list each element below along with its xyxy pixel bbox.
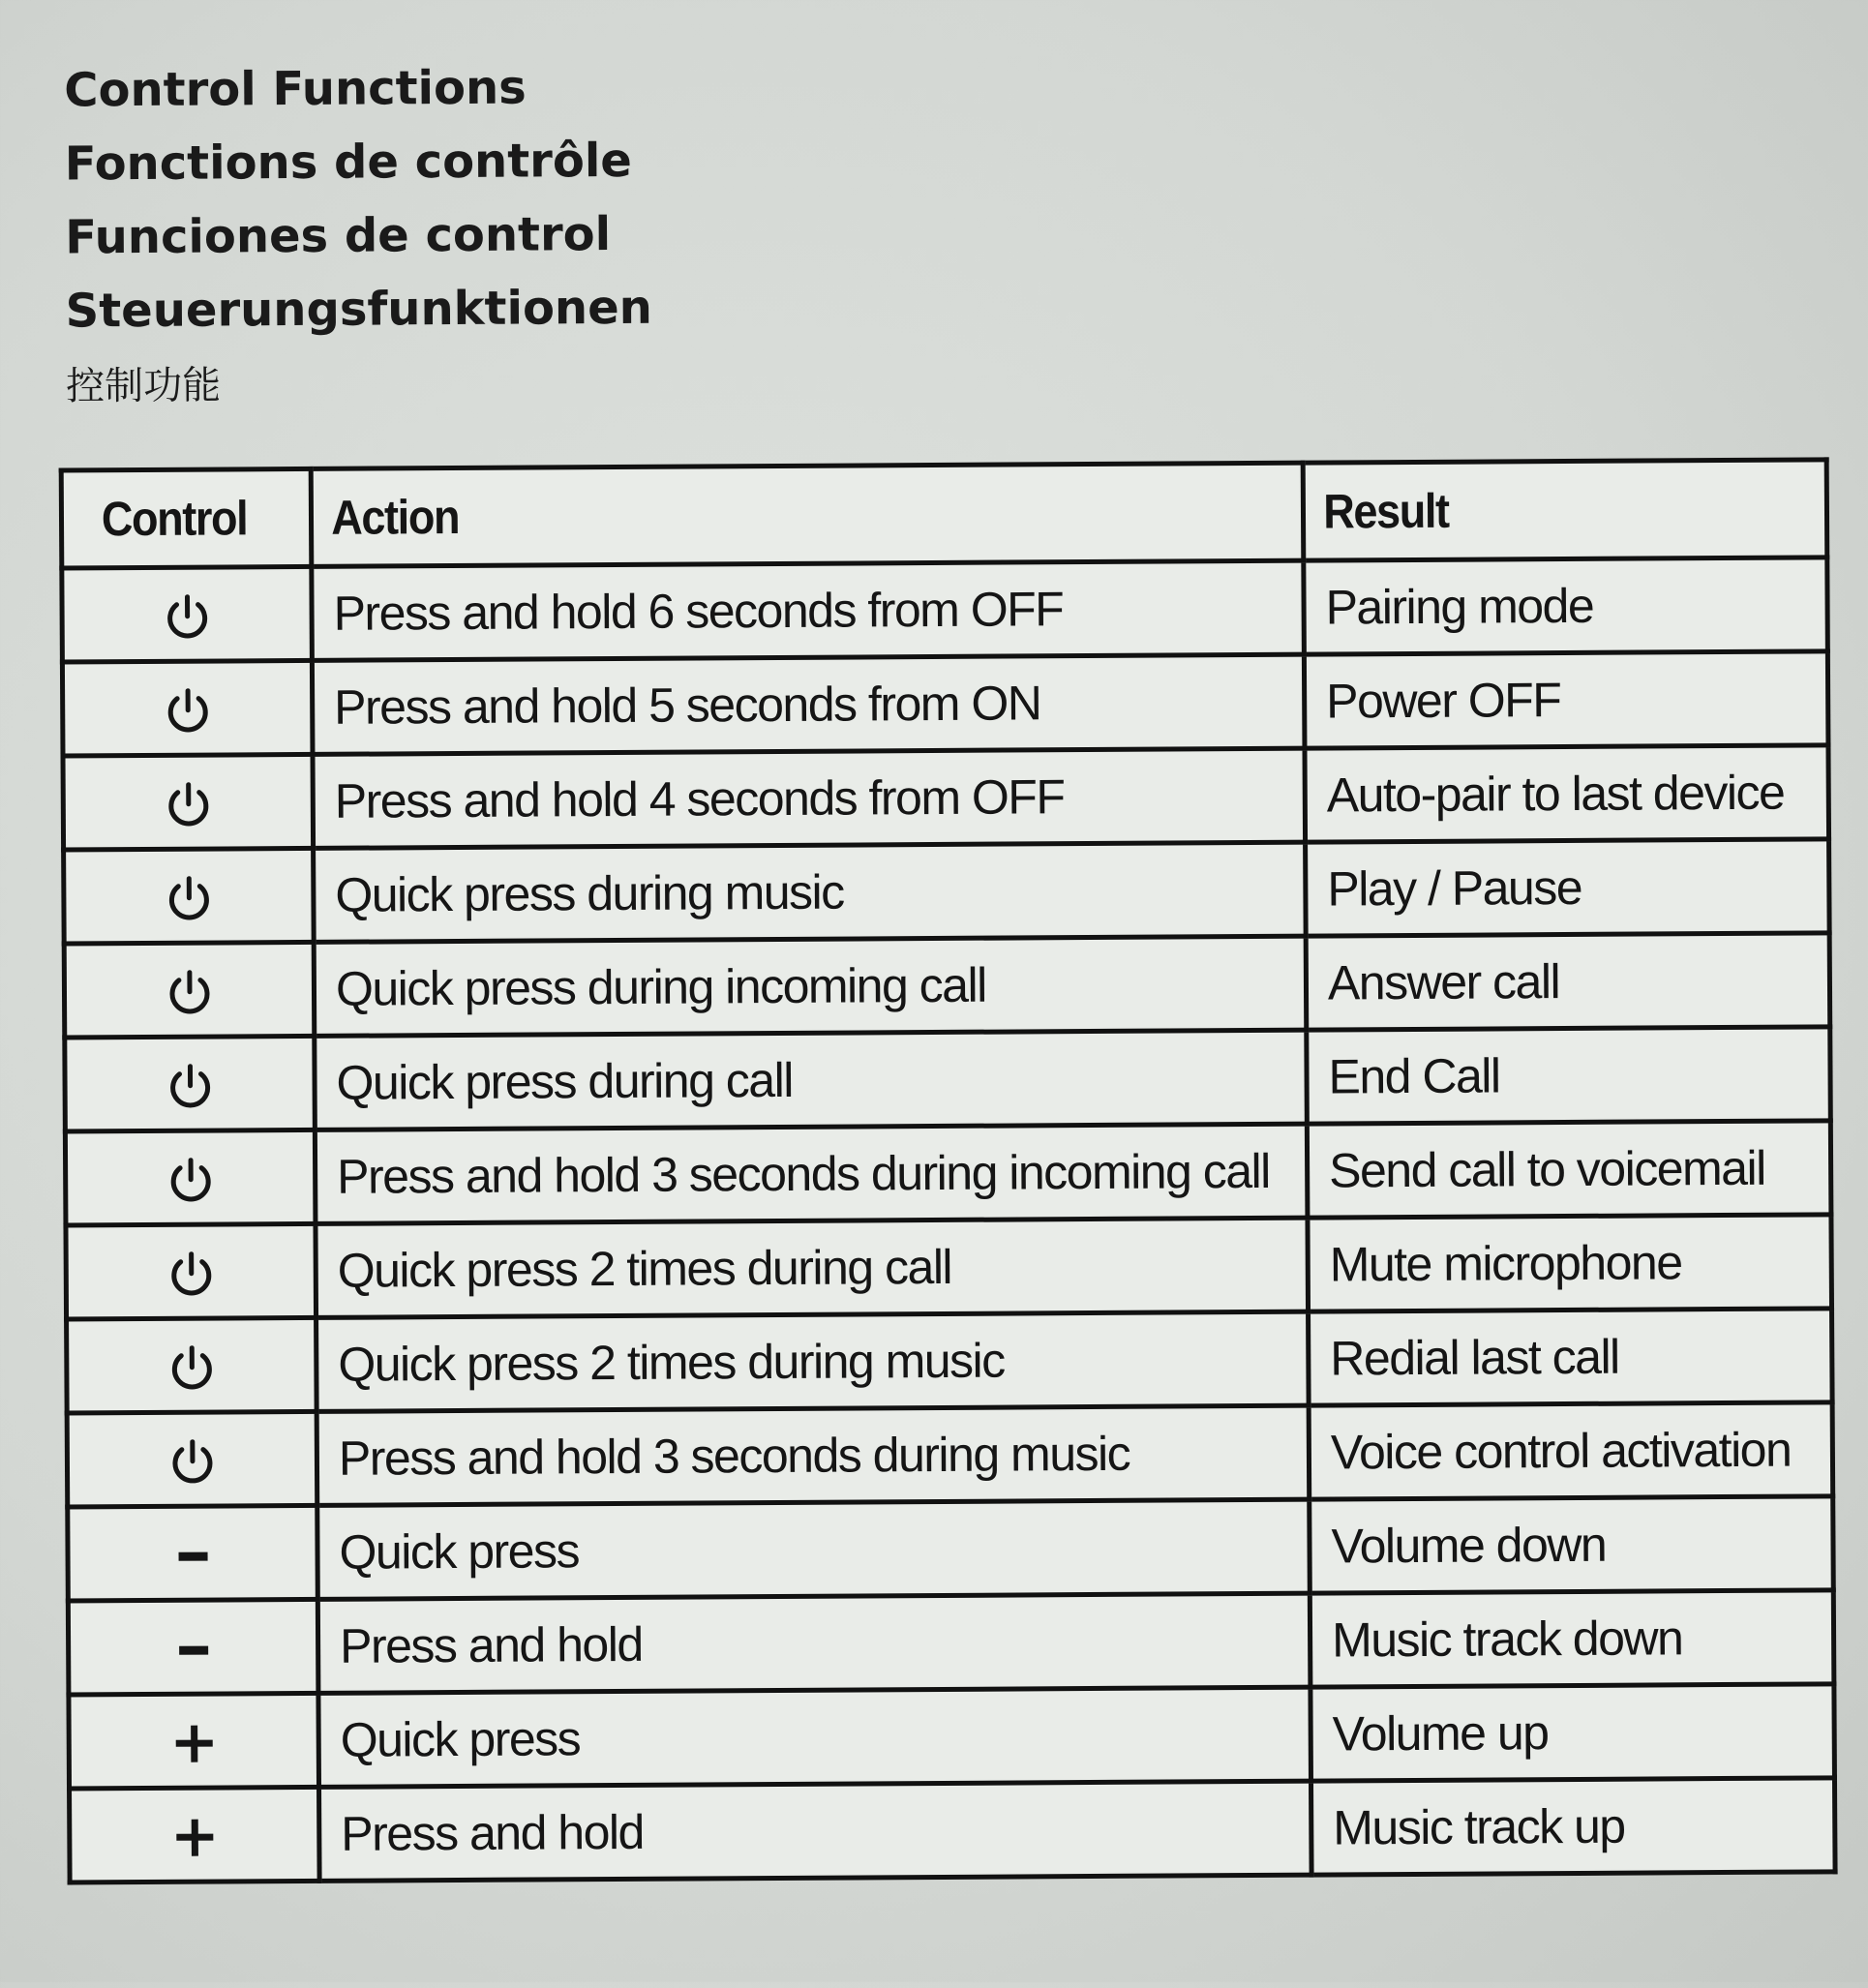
control-cell <box>66 1223 316 1319</box>
table-header-row <box>61 460 1827 568</box>
table-row <box>65 1027 1831 1131</box>
table-row <box>63 745 1829 850</box>
action-cell: Press and hold 4 seconds from OFF <box>313 748 1306 848</box>
action-cell: Quick press <box>317 1499 1311 1599</box>
result-cell: Volume up <box>1311 1684 1835 1781</box>
control-cell <box>68 1505 318 1601</box>
table-row <box>70 1778 1836 1883</box>
result-cell: Play / Pause <box>1306 839 1830 936</box>
action-cell: Quick press 2 times during music <box>316 1311 1310 1411</box>
result-cell: Mute microphone <box>1308 1215 1832 1311</box>
column-header-control: Control <box>61 469 286 568</box>
control-cell <box>63 754 314 850</box>
power-icon <box>166 1435 218 1488</box>
table-row <box>62 651 1828 756</box>
power-icon <box>165 1154 217 1206</box>
control-cell <box>62 660 313 756</box>
result-cell: End Call <box>1307 1027 1831 1124</box>
result-cell: Power OFF <box>1304 651 1828 748</box>
heading-chinese: 控制功能 <box>66 345 653 426</box>
result-cell: Send call to voicemail <box>1307 1121 1831 1218</box>
table-row <box>65 1121 1831 1225</box>
heading-french: Fonctions de contrôle <box>65 124 652 201</box>
table-row <box>69 1684 1835 1789</box>
result-cell: Answer call <box>1306 933 1830 1030</box>
minus-icon <box>166 1623 219 1675</box>
power-icon <box>161 590 213 643</box>
table-row <box>62 557 1828 662</box>
plus-icon <box>168 1811 221 1863</box>
table-row <box>68 1496 1834 1601</box>
control-functions-table <box>59 457 1838 1884</box>
table-row <box>64 839 1830 944</box>
action-cell: Quick press during incoming call <box>314 936 1307 1036</box>
action-cell: Quick press 2 times during call <box>316 1218 1309 1317</box>
result-cell: Music track up <box>1311 1778 1835 1875</box>
control-cell <box>65 1036 316 1131</box>
table-row <box>64 933 1830 1038</box>
power-icon <box>163 966 215 1018</box>
result-cell: Auto-pair to last device <box>1305 745 1829 842</box>
control-cell <box>70 1787 320 1883</box>
result-cell: Music track down <box>1310 1590 1834 1687</box>
control-cell <box>69 1693 319 1789</box>
control-cell <box>67 1317 317 1413</box>
action-cell: Press and hold 3 seconds during music <box>316 1405 1310 1505</box>
column-header-action: Action <box>311 464 1204 567</box>
power-icon <box>162 684 214 737</box>
action-cell: Press and hold <box>317 1593 1311 1693</box>
heading-spanish: Funciones de control <box>65 197 652 275</box>
control-cell <box>67 1411 317 1507</box>
table-row <box>67 1309 1833 1413</box>
table-row <box>67 1402 1833 1507</box>
power-icon <box>163 872 215 924</box>
result-cell: Pairing mode <box>1304 557 1828 654</box>
control-cell <box>65 1130 316 1225</box>
result-cell: Voice control activation <box>1309 1402 1833 1499</box>
column-header-result: Result <box>1303 460 1775 560</box>
plus-icon <box>167 1717 220 1769</box>
action-cell: Press and hold 3 seconds during incoming call <box>315 1124 1308 1223</box>
action-cell: Quick press during call <box>315 1030 1308 1130</box>
table-row <box>68 1590 1834 1695</box>
control-cell <box>68 1599 318 1695</box>
control-cell <box>64 942 315 1038</box>
action-cell: Quick press <box>318 1687 1311 1787</box>
control-cell <box>62 566 313 662</box>
power-icon <box>162 778 214 830</box>
action-cell: Press and hold <box>319 1781 1312 1881</box>
result-cell: Volume down <box>1310 1496 1834 1593</box>
action-cell: Quick press during music <box>314 842 1307 942</box>
power-icon <box>165 1248 217 1300</box>
headings <box>64 50 653 426</box>
minus-icon <box>166 1529 219 1581</box>
result-cell: Redial last call <box>1309 1309 1833 1405</box>
heading-german: Steuerungsfunktionen <box>65 271 652 348</box>
action-cell: Press and hold 5 seconds from ON <box>312 654 1305 754</box>
table-row <box>66 1215 1832 1319</box>
power-icon <box>166 1341 218 1394</box>
power-icon <box>164 1060 216 1112</box>
heading-english: Control Functions <box>64 50 651 128</box>
control-cell <box>64 848 315 944</box>
action-cell: Press and hold 6 seconds from OFF <box>312 560 1305 660</box>
